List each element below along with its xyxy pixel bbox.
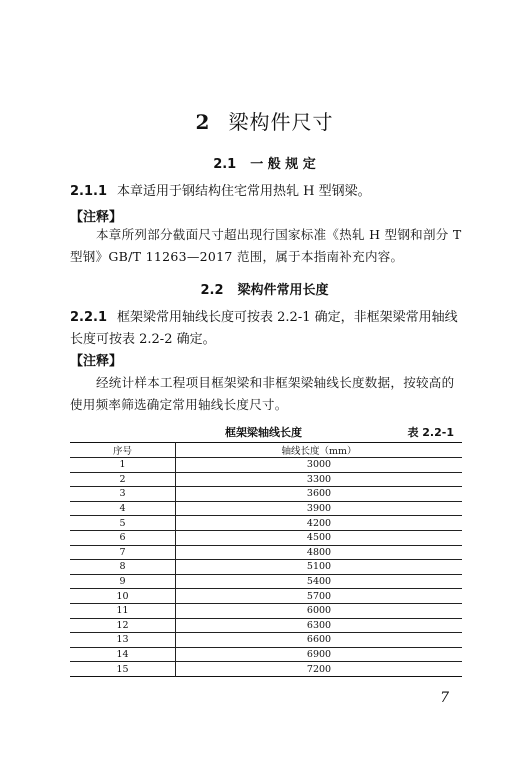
section-number: 2.1 <box>213 157 237 172</box>
row-index: 8 <box>70 560 176 575</box>
row-index: 15 <box>70 662 176 677</box>
row-length: 7200 <box>306 663 332 675</box>
section-title-2-2 <box>0 279 529 298</box>
row-length: 6900 <box>176 647 463 662</box>
row-length: 5100 <box>176 560 463 575</box>
clause-text: 本章适用于钢结构住宅常用热轧 H 型钢梁。 <box>117 184 371 199</box>
table-row <box>70 589 462 604</box>
section-title-text: 梁构件常用长度 <box>237 283 329 298</box>
table-caption <box>70 424 462 440</box>
chapter-title-text: 梁构件尺寸 <box>228 110 334 134</box>
row-length: 5400 <box>176 574 463 589</box>
table-row <box>70 472 462 487</box>
section-number: 2.2 <box>200 283 224 298</box>
table-row <box>70 501 462 516</box>
row-index: 3 <box>70 487 176 502</box>
note-label: 【注释】 <box>70 354 123 369</box>
axis-length-table <box>70 442 462 677</box>
table-row <box>70 530 462 545</box>
row-length: 6300 <box>176 618 463 633</box>
note-text: 本章所列部分截面尺寸超出现行国家标准《热轧 H 型钢和剖分 T 型钢》GB/T 11263—2017 范围，属于本指南补充内容。 <box>70 227 462 264</box>
chapter-number: 2 <box>195 110 211 134</box>
table-row <box>70 487 462 502</box>
page-number: 7 <box>440 690 449 706</box>
table-row <box>70 662 462 677</box>
row-index: 9 <box>70 574 176 589</box>
table-row <box>70 516 462 531</box>
note-label: 【注释】 <box>70 210 123 225</box>
clause-2-1-1 <box>70 181 462 203</box>
row-length: 3900 <box>176 501 463 516</box>
table-header-row <box>70 443 462 458</box>
row-index: 10 <box>70 589 176 604</box>
header-axis-length: 轴线长度（mm） <box>176 443 463 458</box>
clause-number: 2.1.1 <box>70 184 108 199</box>
row-length: 5700 <box>176 589 463 604</box>
table-number: 表 2.2-1 <box>407 426 454 439</box>
row-length: 4500 <box>176 530 463 545</box>
table-row <box>70 647 462 662</box>
table-row <box>70 560 462 575</box>
row-index: 11 <box>70 603 176 618</box>
row-length: 3000 <box>176 458 463 473</box>
row-length: 4800 <box>176 545 463 560</box>
chapter-title <box>0 106 529 135</box>
clause-number: 2.2.1 <box>70 310 108 325</box>
row-index: 13 <box>70 633 176 648</box>
table-row <box>70 618 462 633</box>
row-index: 14 <box>70 647 176 662</box>
row-length: 6000 <box>176 603 463 618</box>
row-index: 4 <box>70 501 176 516</box>
table-row <box>70 603 462 618</box>
table-row <box>70 574 462 589</box>
row-index: 1 <box>70 458 176 473</box>
header-index: 序号 <box>70 443 176 458</box>
section-title-2-1 <box>0 153 529 172</box>
section-title-text: 一 般 规 定 <box>250 157 316 172</box>
row-index: 6 <box>70 530 176 545</box>
clause-2-2-1 <box>70 307 462 351</box>
table-row <box>70 633 462 648</box>
row-length: 4200 <box>176 516 463 531</box>
row-index: 7 <box>70 545 176 560</box>
row-length: 3600 <box>176 487 463 502</box>
table-title: 框架梁轴线长度 <box>225 426 302 439</box>
row-index: 2 <box>70 472 176 487</box>
row-length: 6600 <box>176 633 463 648</box>
table-row <box>70 458 462 473</box>
row-length: 3300 <box>176 472 463 487</box>
row-index: 12 <box>70 618 176 633</box>
row-index: 5 <box>70 516 176 531</box>
table-row <box>70 545 462 560</box>
note-text: 经统计样本工程项目框架梁和非框架梁轴线长度数据，按较高的使用频率筛选确定常用轴线长度尺寸。 <box>70 375 455 412</box>
clause-text: 框架梁常用轴线长度可按表 2.2-1 确定，非框架梁常用轴线长度可按表 2.2-2 确定。 <box>70 310 458 347</box>
